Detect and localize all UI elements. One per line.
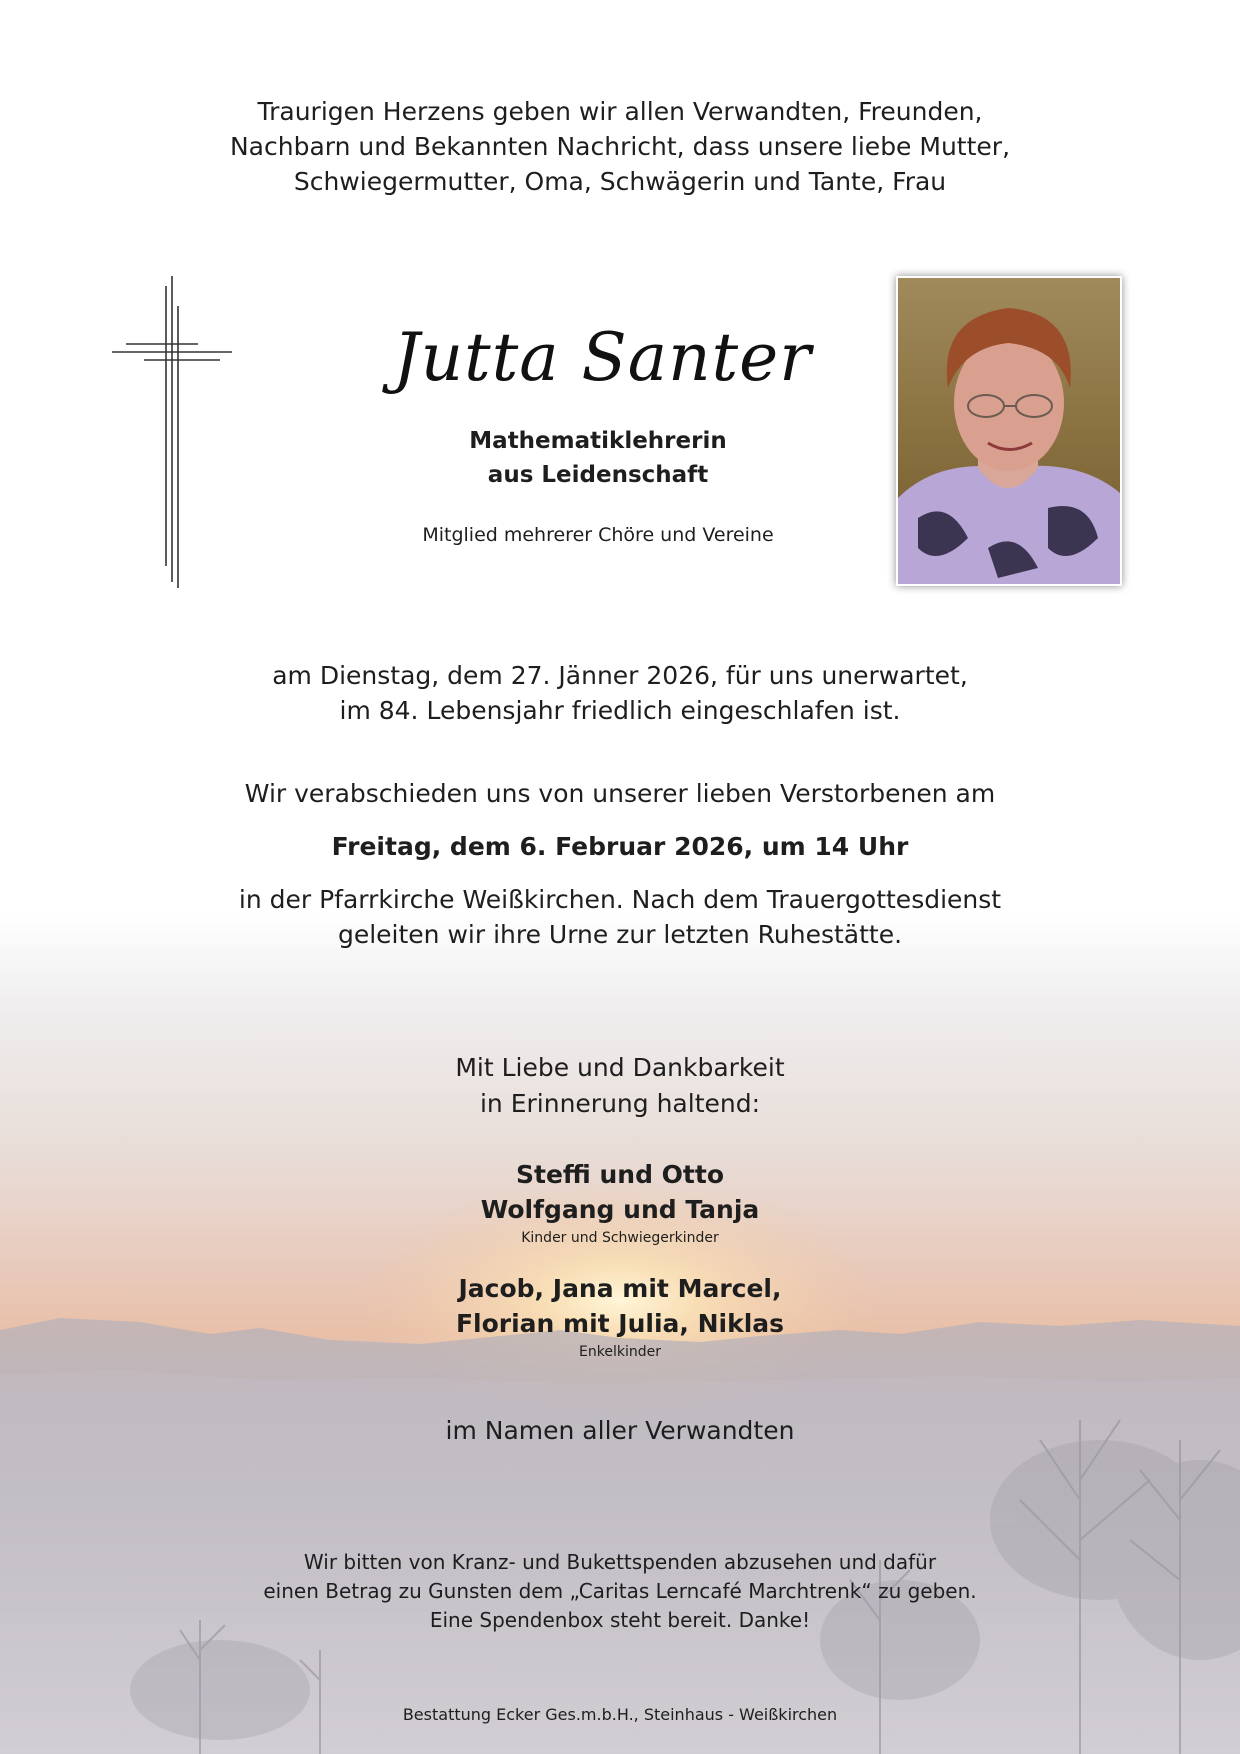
grandchildren-line: Florian mit Julia, Niklas [455, 1309, 785, 1338]
donation-line: Eine Spendenbox steht bereit. Danke! [429, 1608, 811, 1632]
member-text: Mitglied mehrerer Chöre und Vereine [422, 524, 774, 546]
intro-line: Schwiegermutter, Oma, Schwägerin und Tante, Frau [293, 167, 947, 196]
subtitle-line: aus Leidenschaft [487, 462, 709, 488]
place-line: in der Pfarrkirche Weißkirchen. Nach dem Trauergottesdienst [238, 885, 1002, 914]
remember-line: Mit Liebe und Dankbarkeit [455, 1053, 785, 1082]
family-text: im Namen aller Verwandten [445, 1416, 795, 1445]
farewell-text: Wir verabschieden uns von unserer lieben Verstorbenen am [244, 779, 996, 808]
undertaker-text: Bestattung Ecker Ges.m.b.H., Steinhaus - Weißkirchen [402, 1705, 838, 1724]
children-names [0, 1157, 1240, 1227]
intro-line: Nachbarn und Bekannten Nachricht, dass unsere liebe Mutter, [229, 132, 1011, 161]
donation-text [0, 1548, 1240, 1635]
service-place [0, 882, 1240, 952]
death-line: am Dienstag, dem 27. Jänner 2026, für uns unerwartet, [272, 661, 968, 690]
subtitle-line: Mathematiklehrerin [469, 428, 727, 454]
place-line: geleiten wir ihre Urne zur letzten Ruhestätte. [337, 920, 903, 949]
children-line: Wolfgang und Tanja [480, 1195, 760, 1224]
remember-line: in Erinnerung haltend: [479, 1089, 761, 1118]
children-line: Steffi und Otto [515, 1160, 725, 1189]
deceased-name: Jutta Santer [393, 319, 812, 396]
death-line: im 84. Lebensjahr friedlich eingeschlafen ist. [339, 696, 901, 725]
grandchildren-line: Jacob, Jana mit Marcel, [458, 1274, 782, 1303]
intro-line: Traurigen Herzens geben wir allen Verwandten, Freunden, [257, 97, 983, 126]
children-role: Kinder und Schwiegerkinder [521, 1230, 719, 1246]
death-info [0, 658, 1240, 728]
grandchildren-names [0, 1271, 1240, 1341]
grandchildren-role: Enkelkinder [579, 1344, 661, 1360]
donation-line: einen Betrag zu Gunsten dem „Caritas Lerncafé Marchtrenk“ zu geben. [263, 1579, 977, 1603]
service-date: Freitag, dem 6. Februar 2026, um 14 Uhr [331, 832, 909, 861]
intro-text [0, 94, 1240, 199]
remember-text [0, 1050, 1240, 1122]
deceased-subtitle [0, 424, 1196, 492]
donation-line: Wir bitten von Kranz- und Bukettspenden abzusehen und dafür [303, 1550, 937, 1574]
